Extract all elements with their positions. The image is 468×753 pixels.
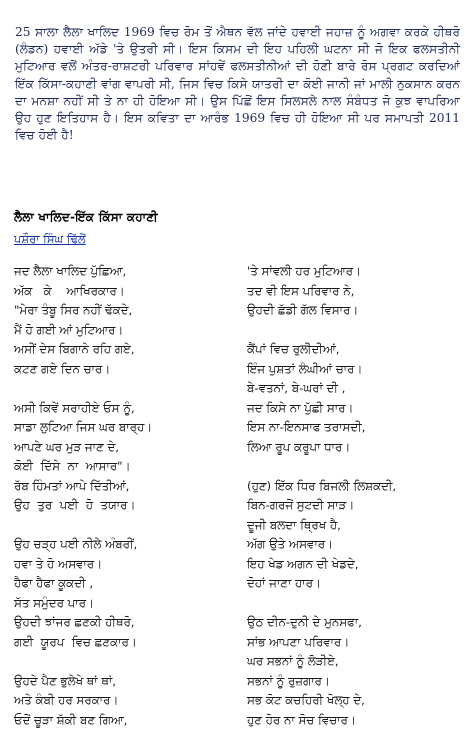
poem-line: ਆਪਣੇ ਘਰ ਮੁੜ ਜਾਣ ਦੇ, [14, 439, 119, 454]
poem-line: ਮੈਂ ਹੋ ਗਈ ਆਂ ਮੁਟਿਆਰ। [14, 322, 124, 337]
poem-line: ਹਵਾ ਤੇ ਹੋ ਅਸਵਾਰ। [14, 556, 103, 571]
poem-line: ਸਾਡਾ ਲੁਟਿਆ ਜਿਸ ਘਰ ਬਾਰ੍ਹ। [14, 420, 153, 434]
poem-line: ਸਾਂਭ ਆਪਣਾ ਪਰਿਵਾਰ। [247, 634, 350, 649]
poem-line: ਦੋਹਾਂ ਜਾਣਾ ਹਾਰ। [247, 576, 321, 590]
poem-line: ਬਿਨ-ਗਰਜੋਂ ਸੁਟਦੀ ਸਾੜ। [247, 498, 355, 512]
poem-stanza [14, 262, 234, 379]
poem-line: ਗਈ ਯੂਰਪ ਵਿਚ ਛਣਕਾਰ। [14, 634, 137, 649]
poem-line: ਉਹਦੇ ਪੈਣ ਭੁਲੇਖੇ ਥਾਂ ਥਾਂ, [14, 673, 116, 688]
poem-line: ਉਹਦੀ ਝਾਂਜਰ ਛਣਕੀ ਹੀਥਰੋ, [14, 615, 135, 629]
poem-line: ਅਤੇ ਕੰਬੀ ਹਰ ਸਰਕਾਰ। [14, 693, 119, 707]
poem-line: ਸੱਤ ਸਮੁੰਦਰ ਪਾਰ। [14, 595, 94, 610]
poem-line: ਕੋਈ ਦਿੱਸੇ ਨਾ ਆਸਾਰ"। [14, 459, 131, 473]
poem-line: ਰੱਬ ਹਿੰਮਤਾਂ ਆਪੇ ਦਿੱਤੀਆਂ, [14, 478, 130, 493]
poem-line: ਉਹ ਚੜ੍ਹ ਪਈ ਨੀਲੇ ਅੰਬਰੀਂ, [14, 537, 138, 551]
poem-line: ਕਟਣ ਗਏ ਦਿਨ ਚਾਰ। [14, 361, 111, 376]
poem-line: ਦੂਜੀ ਬਲਦਾ ਥ੍ਰਿਖ ਹੈ, [247, 517, 341, 532]
poem-line: ਜਦ ਕਿਸੇ ਨਾ ਪੁੱਛੀ ਸਾਰ। [247, 400, 354, 415]
poem-line: "ਮੇਰਾ ਤੰਬੂ ਸਿਰ ਨਹੀਂ ਢੱਕਦੇ, [14, 303, 133, 317]
poem-line: ਅੱਗ ਉਤੇ ਅਸਵਾਰ। [247, 537, 333, 551]
poem-line: ਲਿਆ ਰੂਪ ਕਰੂਪਾ ਧਾਰ। [247, 439, 351, 454]
poem-stanza [247, 613, 467, 730]
poem-line: ਸਭਨਾਂ ਨੂੰ ਰੁਜ਼ਗਾਰ। [247, 673, 330, 688]
author-link[interactable]: ਪਸ਼ੌਰਾ ਸਿੰਘ ਢਿੱਲੋਂ [14, 232, 86, 246]
poem-line: ਘਰ ਸਭਨਾਂ ਨੂੰ ਲੋੜੀਏ, [247, 654, 339, 668]
poem-line: ਜਦ ਲੈਲਾ ਖਾਲਿਦ ਪੁੱਛਿਆ, [14, 264, 127, 278]
poem-line: ਕੈਂਪਾਂ ਵਿਚ ਰੁਲੀਦੀਆਂ, [247, 342, 340, 356]
intro-block [15, 24, 460, 144]
poem-right-column [247, 262, 467, 750]
poem-line: ਅਸੀਂ ਦੇਸ ਬਿਗਾਨੇ ਰਹਿ ਗਏ, [14, 342, 135, 356]
poem-stanza [247, 262, 467, 321]
poem-line: ਅੱਕ ਕੇ ਆਖਿਰਕਾਰ। [14, 283, 125, 298]
poem-line: ਇੰਜ ਪੁਸ਼ਤਾਂ ਲੰਘੀਆਂ ਚਾਰ। [247, 361, 363, 376]
poem-stanza [14, 672, 234, 731]
intro-paragraph: 25 ਸਾਲਾ ਲੈਲਾ ਖਾਲਿਦ 1969 ਵਿਚ ਰੋਮ ਤੋਂ ਐਥਨ ਵੱਲ ਜਾਂਦੇ ਹਵਾਈ ਜਹਾਜ਼ ਨੂੰ ਅਗਵਾ ਕਰਕੇ ਹੀਥਰੋ (ਲੰਡਨ) ਹਵਾਈ ਅੱਡੇ 'ਤੇ ਉਤਰੀ ਸੀ। ਇਸ ਕਿਸਮ ਦੀ ਇਹ ਪਹਿਲੀ ਘਟਨਾ ਸੀ ਜੋ ਇਕ ਫਲਸਤੀਨੀ ਮੁਟਿਆਰ ਵਲੋਂ ਅੰਤਰ-ਰਾਸ਼ਟਰੀ ਪਰਿਵਾਰ ਸਾਂਹਵੇਂ ਫਲਸਤੀਨੀਆਂ ਦੀ ਹੋਣੀ ਬਾਰੇ ਰੋਸ ਪ੍ਰਗਟ ਕਰਦਿਆਂ ਇੱਕ ਕਿੱਸਾ-ਕਹਾਣੀ ਵਾਂਗ ਵਾਪਰੀ ਸੀ, ਜਿਸ ਵਿਚ ਕਿਸੇ ਯਾਤਰੀ ਦਾ ਕੋਈ ਜਾਨੀ ਜਾਂ ਮਾਲੀ ਨੁਕਸਾਨ ਕਰਨ ਦਾ ਮਨਸ਼ਾ ਨਹੀਂ ਸੀ ਤੇ ਨਾ ਹੀ ਹੋਇਆ ਸੀ। ਉਸ ਪਿੱਛੋਂ ਇਸ ਸਿਲਸਲੇ ਨਾਲ ਸੰਬੰਧਤ ਜੋ ਕੁਝ ਵਾਪਰਿਆ ਉਹ ਹੁਣ ਇਤਿਹਾਸ ਹੈ। ਇਸ ਕਵਿਤਾ ਦਾ ਆਰੰਭ 1969 ਵਿਚ ਹੀ ਹੋਇਆ ਸੀ ਪਰ ਸਮਾਪਤੀ 2011 ਵਿਚ ਹੋਈ ਹੈ! [15, 25, 460, 143]
poem-stanza [14, 535, 234, 652]
poem-line: ਅਸੀ ਕਿਵੇਂ ਸਰਾਹੀਏ ਓਸ ਨੂੰ, [14, 400, 135, 415]
poem-line: ਬੇ-ਵਤਨਾਂ, ਬੇ-ਘਰਾਂ ਦੀ , [247, 381, 346, 395]
poem-stanza [14, 399, 234, 516]
poem-line: ਉਹ ਤੁਰ ਪਈ ਹੋ ਤਯਾਰ। [14, 498, 136, 512]
poem-line: ਇਹ ਖੇਡ ਅਗਨ ਦੀ ਖੇਡਦੇ, [247, 556, 359, 571]
poem-line: ਸਭ ਕੋਟ ਕਚਹਿਰੀ ਖੋਲ੍ਹ ਦੇ, [247, 693, 365, 707]
poem-line: ਇਸ ਨਾ-ਇਨਸਾਫ ਤਰਾਸਦੀ, [247, 420, 366, 434]
poem-line: (ਹੁਣ) ਇੱਕ ਧਿਰ ਬਿਜਲੀ ਲਿਸ਼ਕਦੀ, [247, 478, 397, 493]
poem-left-column [14, 262, 234, 750]
poem-line: ਉਹਦੀ ਛੱਡੀ ਗੱਲ ਵਿਸਾਰ। [247, 303, 359, 317]
poem-title: ਲੈਲਾ ਖਾਲਿਦ-ਇੱਕ ਕਿੱਸਾ ਕਹਾਣੀ [14, 210, 158, 224]
poem-line: ਤਦ ਵੀ ਇਸ ਪਰਿਵਾਰ ਨੇ, [247, 283, 355, 298]
poem-stanza [247, 340, 467, 457]
poem-line: ਹੁਣ ਹੋਰ ਨਾ ਸੋਚ ਵਿਚਾਰ। [247, 712, 356, 727]
poem-stanza [247, 477, 467, 594]
poem-line: ਹੈਫਾ ਹੈਫਾ ਕੂਕਦੀ , [14, 576, 94, 590]
poem-line: ਓਦੋਂ ਚੂੜਾ ਸ਼ੱਕੀ ਬਣ ਗਿਆ, [14, 712, 128, 727]
poem-line: ਉਠ ਦੀਨ-ਦੁਨੀ ਦੇ ਮੁਨਸਫਾ, [247, 615, 362, 629]
poem-line: 'ਤੇ ਸਾਂਵਲੀ ਹਰ ਮੁਟਿਆਰ। [247, 264, 361, 278]
